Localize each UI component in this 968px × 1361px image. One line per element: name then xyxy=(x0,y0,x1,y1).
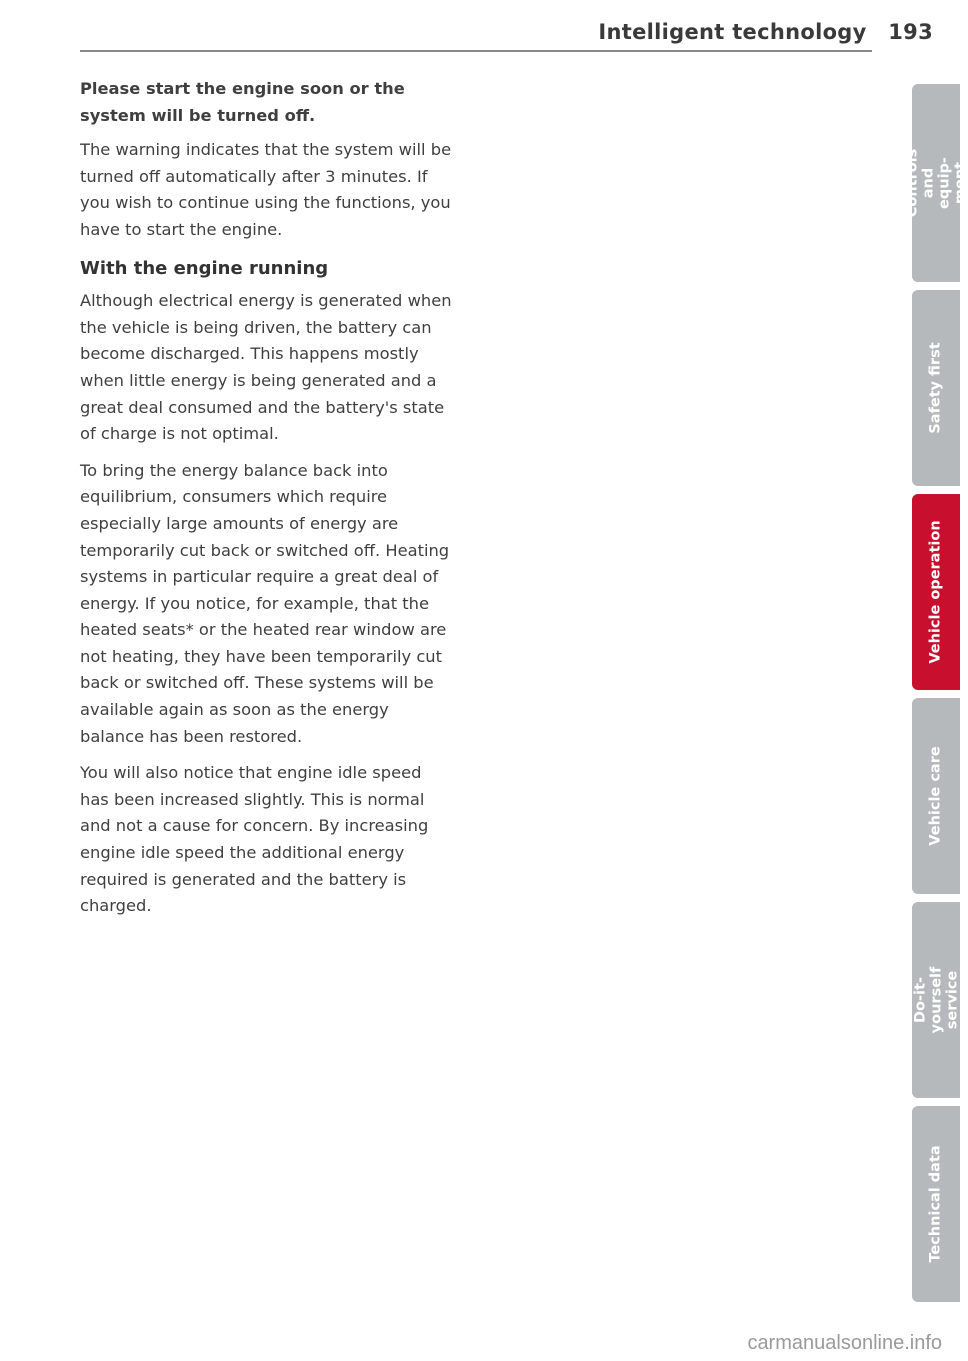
tab-vehicle-care[interactable] xyxy=(912,698,960,894)
paragraph-warning-explanation: The warning indicates that the system will be turned off automatically after 3 minutes. If you wish to continue using the functions, you have to start the engine. xyxy=(80,140,452,239)
tab-controls-and-equipment[interactable] xyxy=(904,84,968,282)
tab-safety-first[interactable] xyxy=(912,290,960,486)
tab-label-vehicle-operation: Vehicle operation xyxy=(928,520,944,664)
page-header xyxy=(598,20,933,44)
watermark: carmanualsonline.info xyxy=(747,1332,942,1354)
section-title: Intelligent technology xyxy=(598,20,867,44)
tab-label-safety: Safety first xyxy=(928,342,945,434)
main-content xyxy=(80,76,455,930)
tab-label-vehicle-care: Vehicle care xyxy=(928,746,944,846)
paragraph-energy-balance: To bring the energy balance back into equilibrium, consumers which require especially large amounts of energy are temporarily cut back or switched off. Heating systems in particular require a great deal of energy. If you notice, for example, that the heated seats* or the heated rear window are not heating, they have been temporarily cut back or switched off. These systems will be available again as soon as the energy balance has been restored. xyxy=(80,460,450,746)
paragraph-idle-speed: You will also notice that engine idle speed has been increased slightly. This is normal and not a cause for concern. By increasing engine idle speed the additional energy required is generated and the battery is charged. xyxy=(80,763,429,916)
section-heading: With the engine running xyxy=(80,257,329,279)
warning-message: Please start the engine soon or the system will be turned off. xyxy=(80,79,405,125)
tab-do-it-yourself-service[interactable] xyxy=(912,902,960,1098)
tab-label-diy: Do-it-yourself service xyxy=(912,966,961,1034)
tab-technical-data[interactable] xyxy=(912,1106,960,1302)
tab-label-technical: Technical data xyxy=(928,1145,945,1263)
paragraph-battery-discharge: Although electrical energy is generated when the vehicle is being driven, the battery can become discharged. This happens mostly when little energy is being generated and a great deal consumed and the battery's state of charge is not optimal. xyxy=(80,291,452,444)
header-rule xyxy=(80,50,872,52)
tab-vehicle-operation[interactable] xyxy=(912,494,960,690)
page-number: 193 xyxy=(888,20,933,44)
tab-label-controls: Controls and equip- ment xyxy=(904,148,968,218)
